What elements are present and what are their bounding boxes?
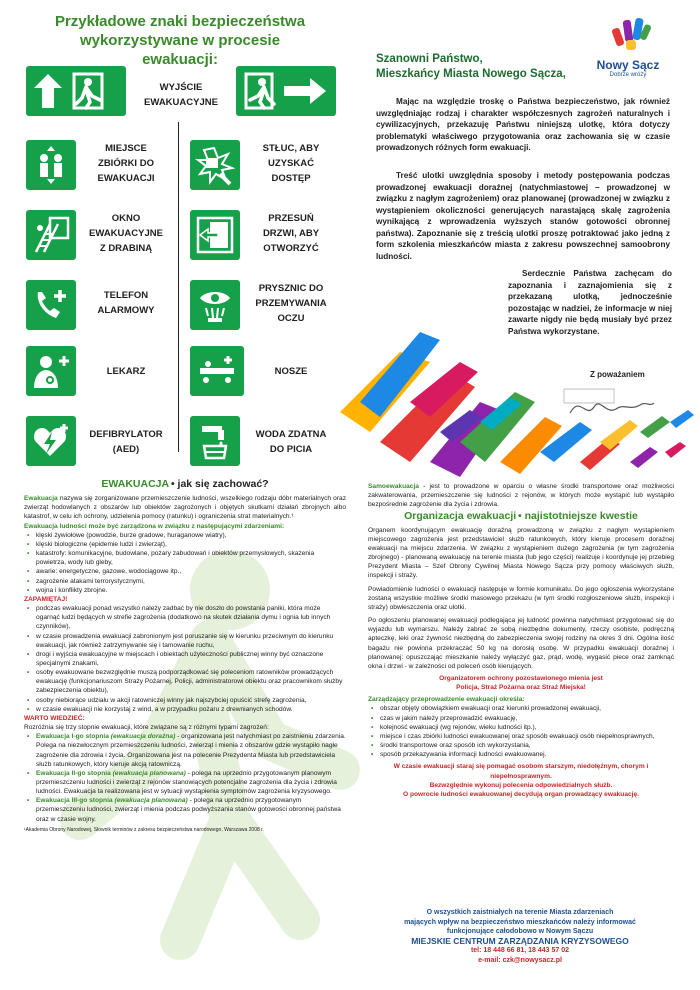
sign-label-window: OKNO EWAKUACYJNE Z DRABINĄ xyxy=(89,213,163,254)
drinking-water-icon xyxy=(190,416,240,466)
know-intro: Rozróżnia się trzy stopnie ewakuacji, które związane są z różnymi typami zagrożeń: xyxy=(24,724,269,732)
list-item: • czas w jakim należy przeprowadzić ewakuację, xyxy=(368,714,674,723)
signs-divider xyxy=(178,122,179,452)
eye-wash-icon xyxy=(190,280,240,330)
events-heading: Ewakuacja ludności może być zarządzona w związku z następującymi zdarzeniami: xyxy=(24,522,285,530)
list-item: • podczas ewakuacji ponad wszystko należy zadbać by nie doszło do powstania paniki, która może ogarnąć ludzi będących w strefie zagrożenia (dodatkowo na skutek działania dymu i ognia lub innych czynników), xyxy=(24,604,346,631)
sign-label-break-glass: STŁUC, ABY UZYSKAĆ DOSTĘP xyxy=(262,143,320,184)
decorative-ribbons-icon xyxy=(340,292,700,482)
list-item: • Ewakuacja III-go stopnia (ewakuacja planowana) - polega na uprzednio przygotowanym przemieszczeniu ludności, zwierząt i mienia podczas podwyższania stanów gotowości obronnej państwa oraz w czasie wojny. xyxy=(24,796,346,823)
red-note-2: Policja, Straż Pożarna oraz Straż Miejska! xyxy=(456,684,586,692)
degrees-list xyxy=(24,732,346,824)
sign-label-defibrillator: DEFIBRYLATOR (AED) xyxy=(89,429,163,455)
contact-email: e-mail: czk@nowysacz.pl xyxy=(478,956,562,964)
red-note-5: O powrocie ludności ewakuowanej decydują organ prowadzący ewakuację. xyxy=(403,790,639,798)
phone-icon xyxy=(26,280,76,330)
list-item: • katastrofy: komunikacyjne, budowlane, pożary zabudowań i obiektów przemysłowych, skażenia powietrza, wody lub gleby, xyxy=(24,549,346,567)
remember-list xyxy=(24,604,346,714)
window-ladder-icon xyxy=(26,210,76,260)
left-column xyxy=(24,480,346,835)
evacuation-definition: Ewakuacja nazywa się zorganizowane przemieszczenie ludności, wszelkiego rodzaju dóbr materialnych oraz zwierząt hodowlanych z obszarów lub obiektów zagrożonych i objętych skutkami działań zbrojnych albo katastrof, w celu ich ochrony, udzielenia pomocy (ratunku) i ograniczenia strat materialnych.¹ xyxy=(24,495,346,521)
know-heading: WARTO WIEDZIEĆ: xyxy=(24,714,85,722)
sign-label-eye-wash: PRYSZNIC DO PRZEMYWANIA OCZU xyxy=(255,283,327,324)
logo-name: Nowy Sącz xyxy=(596,58,660,72)
assembly-point-icon xyxy=(26,140,76,190)
defibrillator-icon xyxy=(26,416,76,466)
list-item: • klęski biologiczne (epidemie ludzi i zwierząt), xyxy=(24,540,346,549)
logo-tagline: Dobrze wróży xyxy=(609,72,647,78)
list-item: • Ewakuacja I-go stopnia (ewakuacja doraźna) - organizowana jest natychmiast po zaistnieniu zdarzenia. Polega na niezwłocznym przemieszczeniu ludności, zwierząt i mienia z obszarów gdzie wystąpiło nagłe zagrożenie dla zdrowia i życia. Organizowana jest na polecenie Prezydenta Miasta lub przedstawiciela służb ratunkowych, który kieruje akcją ratowniczą. xyxy=(24,732,346,769)
list-item: • sposób przekazywania informacji ludności ewakuowanej. xyxy=(368,750,674,759)
red-note-4: Bezwzględnie wykonuj polecenia odpowiedzialnych służb. xyxy=(429,781,613,789)
contact-footer: O wszystkich zaistniałych na terenie Miasta zdarzeniach mających wpływ na bezpieczeństwo mieszkańców należy informować funkcjonujące całodobowo w Nowym Sączu MIEJSKIE CENTRUM ZARZĄDZANIA KRYZYSOWEGO tel: 18 448 66 81, 18 443 57 02 e-mail: czk@nowysacz.pl xyxy=(370,908,670,965)
break-glass-icon xyxy=(190,140,240,190)
organization-heading: Organizacja ewakuacji • najistotniejsze kwestie xyxy=(404,510,638,523)
organization-paragraph-3: Po ogłoszeniu planowanej ewakuacji podlegająca jej ludność powinna natychmiast przygotować się do wyjazdu lub wymarszu. Należy zabrać ze sobą niezbędne dokumenty, rzeczy osobiste, podręczną apteczkę, leki oraz żywność niezbędną do zabezpieczenia swojej rodziny na okres 3 dni. Ogólna ilość bagażu nie powinna przekraczać 50 kg na dorosłą osobę. W przypadku ewakuacji doraźnej i planowanej: opuszczając mieszkanie należy wyłączyć gaz, prąd, wodę, wygasić piece oraz zamknąć okna i drzwi - w zależności od poleceń osób kierujących. xyxy=(368,617,674,670)
sign-label-slide-door: PRZESUŃ DRZWI, ABY OTWORZYĆ xyxy=(262,213,320,254)
letter-paragraph-2: Treść ulotki uwzględnia sposoby i metody postępowania podczas prowadzonej ewakuacji doraźnej (natychmiastowej – prowadzonej w związku z nagłym zagrożeniem) oraz planowanej (prowadzonej w związku z wystąpieniem okoliczności generujących narastającą skalę zagrożenia wynikającą z wprowadzenia wyższych stanów gotowości obronnej państwa). Zapoznanie się z treścią ulotki proszę potraktować jako jedną z form szkolenia mieszkańców miasta z zakresu powszechnej samoobrony ludności. xyxy=(376,171,670,261)
list-item: • środki transportowe oraz sposób ich wykorzystania, xyxy=(368,741,674,750)
list-item: • osoby ewakuowane bezwzględnie muszą podporządkować się poleceniom ratowników prowadzących ewakuację (funkcjonariuszom Straży Pożarnej, Policji, administratorowi obiektu oraz pracownikom służby zabezpieczenia obiektu), xyxy=(24,668,346,695)
footnote: ¹Akademia Obrony Narodowej, Słownik terminów z zakresu bezpieczeństwa narodowego, Warszawa 2008 r. xyxy=(24,826,264,833)
contact-phone: tel: 18 448 66 81, 18 443 57 02 xyxy=(470,947,570,954)
list-item: • wojna i konflikty zbrojne. xyxy=(24,586,346,595)
list-item: • Ewakuacja II-go stopnia (ewakuacja planowana) - polega na uprzednio przygotowanym planowym przemieszczeniu ludności i zwierząt z rejonów stanowiących potencjalne zagrożenia dla życia i zdrowia ludności. Ewakuacja ta realizowana jest w sytuacji wystąpienia symptomów zagrożenia kryzysowego. xyxy=(24,769,346,796)
events-list xyxy=(24,531,346,595)
right-column xyxy=(368,482,674,799)
organization-paragraph-2: Powiadomienie ludności o ewakuacji następuje w formie komunikatu. Do jego ogłoszenia wykorzystane zostaną wszystkie możliwe środki masowego przekazu (w tym środki rozgłoszeniowe służb, inspekcji i straży) obwieszczenia oraz ulotki. xyxy=(368,585,674,611)
sign-label-stretcher: NOSZE xyxy=(274,366,308,377)
sign-label-drinking-water: WODA ZDATNA DO PICIA xyxy=(255,429,327,455)
list-item: • obszar objęty obowiązkiem ewakuacji oraz kierunki prowadzonej ewakuacji, xyxy=(368,704,674,713)
list-item: • klęski żywiołowe (powodzie, burze gradowe, huraganowe wiatry), xyxy=(24,531,346,540)
list-item: • osoby niebiorące udziału w akcji ratowniczej winny jak najszybciej opuścić strefę zagrożenia, xyxy=(24,696,346,705)
sign-label-phone: TELEFON ALARMOWY xyxy=(97,290,155,316)
exit-label: WYJŚCIE EWAKUACYJNE xyxy=(144,82,218,108)
evacuation-heading: EWAKUACJA • jak się zachować? xyxy=(101,478,269,490)
tasks-heading: Zarządzający przeprowadzenie ewakuacji określa: xyxy=(368,696,525,704)
list-item: • miejsce i czas zbiórki ludności ewakuowanej oraz sposób ewakuacji osób niepełnosprawnych, xyxy=(368,732,674,741)
letter-paragraph-3: Serdecznie Państwa zachęcam do zapoznania i zaznajomienia się z przekazaną ulotką, jednocześnie pozostając w nadziei, że informacje w niej zawarte nigdy nie będą musiały być przez Państwa wykorzystane. xyxy=(508,269,672,336)
red-note-3: W czasie ewakuacji staraj się pomagać osobom starszym, niedołężnym, chorym i niepełnosprawnym. xyxy=(393,763,649,780)
stretcher-icon xyxy=(190,346,244,396)
self-evacuation: Samoewakuacja - jest to prowadzone w oparciu o własne środki transportowe oraz możliwości zakwaterowania, przemieszczenie się ludności z rejonów, w których może wystąpić lub wystąpiło bezpośrednie zagrożenie dla życia i zdrowia. xyxy=(368,483,674,509)
sign-label-assembly: MIEJSCE ZBIÓRKI DO EWAKUACJI xyxy=(97,143,155,184)
organization-paragraph-1: Organem koordynującym ewakuację doraźną prowadzoną w związku z nagłym wystąpieniem miejscowego zagrożenia jest przedstawiciel służb ratunkowych, który kieruje procesem doraźnej ewakuacji na miejscu zdarzenia. W związku z wystąpieniem dużego zagrożenia (w tym zagrożenia zbrojnego) - planowaną ewakuację na terenie miasta (lub jego części) realizuje i koordynuje jej przebieg Prezydent Miasta – Szef Obrony Cywilnej Miasta Nowego Sącza przy pomocy właściwych służb, inspekcji i straży. xyxy=(368,526,674,580)
tasks-list xyxy=(368,704,674,759)
slide-door-icon xyxy=(190,210,240,260)
letter-paragraph-1: Mając na względzie troskę o Państwa bezpieczeństwo, jak również uwzględniając rodzaj i charakter współczesnych zagrożeń naturalnych i cywilizacyjnych, przekazuję Państwu niniejszą ulotkę, która dotyczy problematyki właściwego przygotowania oraz zachowania się w czasie prowadzonych różnych form ewakuacji. xyxy=(376,97,670,152)
doctor-icon xyxy=(26,346,76,396)
crisis-center-name: MIEJSKIE CENTRUM ZARZĄDZANIA KRYZYSOWEGO xyxy=(411,935,629,946)
signs-title: Przykładowe znaki bezpieczeństwa wykorzystywane w procesie ewakuacji: xyxy=(54,13,306,68)
letter-regards: Z poważaniem xyxy=(590,370,645,379)
list-item: • zagrożenie atakami terrorystycznymi, xyxy=(24,577,346,586)
exit-left-sign-icon xyxy=(26,66,126,116)
list-item: • kolejność ewakuacji (wg rejonów, wieku ludności itp.), xyxy=(368,723,674,732)
list-item: • w czasie ewakuacji nie korzystaj z wind, a w przypadku pożaru z drewnianych schodów. xyxy=(24,705,346,714)
list-item: • w czasie prowadzenia ewakuacji zabronionym jest poruszanie się w kierunku przeciwnym do kierunku ewakuacji, jak również zatrzymywanie się i tamowanie ruchu, xyxy=(24,632,346,650)
sign-label-doctor: LEKARZ xyxy=(106,366,146,377)
list-item: • awarie: energetyczne, gazowe, wodociągowe itp., xyxy=(24,567,346,576)
remember-heading: ZAPAMIĘTAJ! xyxy=(24,595,68,603)
exit-right-sign-icon xyxy=(236,66,336,116)
city-logo-icon xyxy=(610,14,654,58)
red-note-1: Organizatorem ochrony pozostawionego mienia jest xyxy=(439,674,603,682)
letter-greeting: Szanowni Państwo, Mieszkańcy Miasta Nowego Sącza, xyxy=(376,53,566,80)
list-item: • drogi i wyjścia ewakuacyjne w miejscach i obiektach użyteczności publicznej winny być oznaczone specjalnymi znakami, xyxy=(24,650,346,668)
